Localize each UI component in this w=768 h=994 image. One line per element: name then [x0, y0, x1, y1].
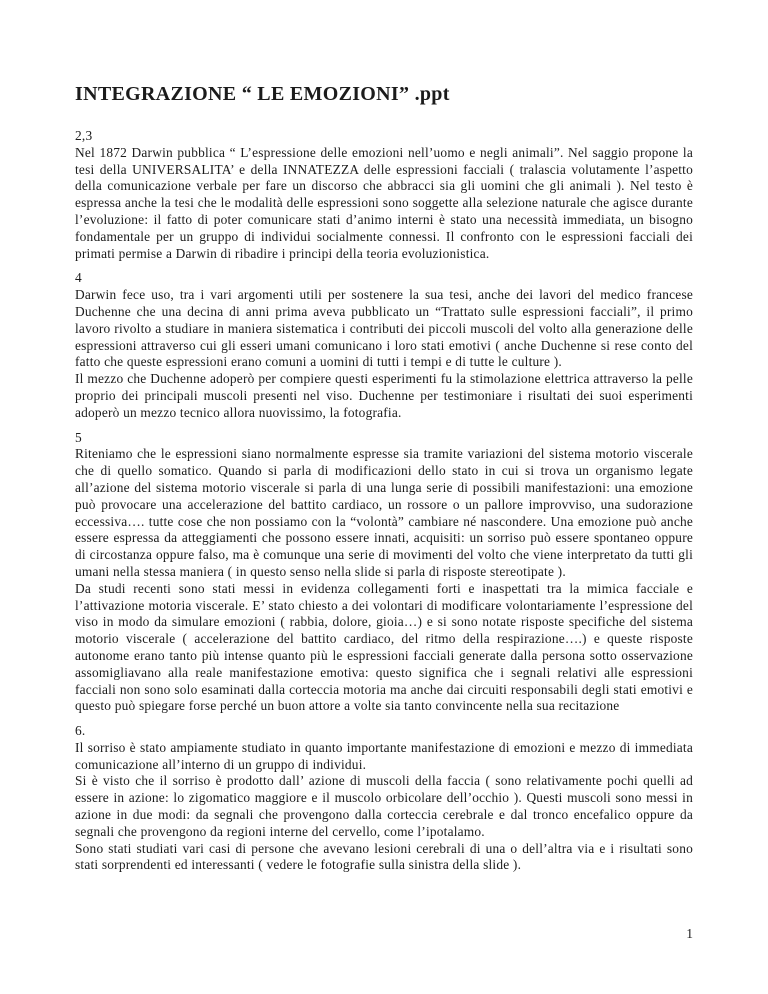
slide-ref-label: 2,3	[75, 128, 93, 143]
body-paragraph: Il mezzo che Duchenne adoperò per compiere questi esperimenti fu la stimolazione elettrica attraverso la pelle proprio dei principali muscoli presenti nel viso. Duchenne per testimoniare i risultati dei suoi esperimenti adoperò un mezzo tecnico allora nuovissimo, la fotografia.	[75, 371, 693, 420]
slide-ref-label: 4	[75, 270, 82, 286]
body-paragraph: Il sorriso è stato ampiamente studiato in quanto importante manifestazione di emozioni e mezzo di immediata comunicazione all’interno di un gruppo di individui.	[75, 739, 693, 772]
body-paragraph: Sono stati studiati vari casi di persone che avevano lesioni cerebrali di una o dell’altra via e i risultati sono stati sorprendenti ed interessanti ( vedere le fotografie sulla sinistra della slide ).	[75, 840, 693, 873]
section-slide-6	[75, 723, 693, 874]
document-title: INTEGRAZIONE “ LE EMOZIONI” .ppt	[75, 83, 450, 105]
slide-ref-label: 6.	[75, 723, 86, 739]
page-content	[75, 82, 693, 874]
body-paragraph: Darwin fece uso, tra i vari argomenti utili per sostenere la sua tesi, anche dei lavori del medico francese Duchenne che una decina di anni prima aveva pubblicato un “Trattato sulle espressioni facciali”, il primo lavoro rivolto a studiare in maniera sistematica i contributi dei piccoli muscoli del volto alla generazione delle espressioni attraverso cui gli esseri umani comunicano i loro stati emotivi ( anche Duchenne si rese conto del fatto che queste espressioni erano comuni a uomini di tutti i tempi e di tutte le culture ).	[75, 287, 693, 370]
body-paragraph: Riteniamo che le espressioni siano normalmente espresse sia tramite variazioni del sistema motorio viscerale che di quello somatico. Quando si parla di modificazioni dello stato in cui si trova un organismo legate all’azione del sistema motorio viscerale si parla di una lunga serie di possibili manifestazioni: una emozione può provocare una accelerazione del battito cardiaco, un rossore o un pallore improvviso, una sudorazione eccessiva…. tutte cose che non possiamo con la “volontà” cambiare né nascondere. Una emozione può anche essere espressa da atteggiamenti che possono essere innati, acquisiti: un sorriso può essere spontaneo oppure di circostanza oppure falso, ma è comunque una serie di movimenti del volto che viene interpretato da tutti gli umani nella stessa maniera ( in questo senso nella slide si parla di risposte stereotipate ).	[75, 446, 693, 579]
page-number: 1	[686, 926, 693, 941]
slide-ref-label: 5	[75, 429, 82, 445]
section-slides-2-3	[75, 128, 693, 262]
section-slide-5	[75, 430, 693, 716]
section-slide-4	[75, 270, 693, 421]
body-paragraph: Si è visto che il sorriso è prodotto dall’ azione di muscoli della faccia ( sono relativamente pochi quelli ad essere in azione: lo zigomatico maggiore e il muscolo orbicolare dell’occhio ). Questi muscoli sono messi in azione in due modi: da segnali che provengono dalla corteccia cerebrale e dal tronco encefalico oppure da segnali che provengono da regioni interne del cervello, come l’ipotalamo.	[75, 773, 693, 839]
body-paragraph: Nel 1872 Darwin pubblica “ L’espressione delle emozioni nell’uomo e negli animali”. Nel saggio propone la tesi della UNIVERSALITA’ e della INNATEZZA delle espressioni facciali ( tralascia volutamente l’aspetto della comunicazione verbale per fare un discorso che abbracci sia gli uomini che gli animali ). Nel testo è espressa anche la tesi che le modalità delle espressioni sono soggette alla selezione naturale che agisce durante l’evoluzione: il fatto di poter comunicare stati d’animo interni è stato una necessità immediata, un bisogno fondamentale per un gruppo di individui socialmente connessi. Il confronto con le espressioni facciali dei primati permise a Darwin di ribadire i principi della teoria evoluzionistica.	[75, 144, 693, 261]
body-paragraph: Da studi recenti sono stati messi in evidenza collegamenti forti e inaspettati tra la mimica facciale e l’attivazione motoria viscerale. E’ stato chiesto a dei volontari di modificare volontariamente l’espressione del viso in modo da simulare emozioni ( rabbia, dolore, gioia…) e si sono notate risposte specifiche del sistema motorio viscerale ( accelerazione del battito cardiaco, del ritmo della respirazione….) e queste risposte autonome erano tanto più intense quanto più le espressioni facciali generate dalla persona sotto osservazione assomigliavano alla reale manifestazione emotiva: questo significa che i segnali relativi alle espressioni facciali non sono solo esaminati dalla corteccia motoria ma anche dai circuiti responsabili degli stati emotivi e questo può spiegare forse perché un buon attore a volte sia tanto convincente nella sua recitazione	[75, 580, 693, 714]
